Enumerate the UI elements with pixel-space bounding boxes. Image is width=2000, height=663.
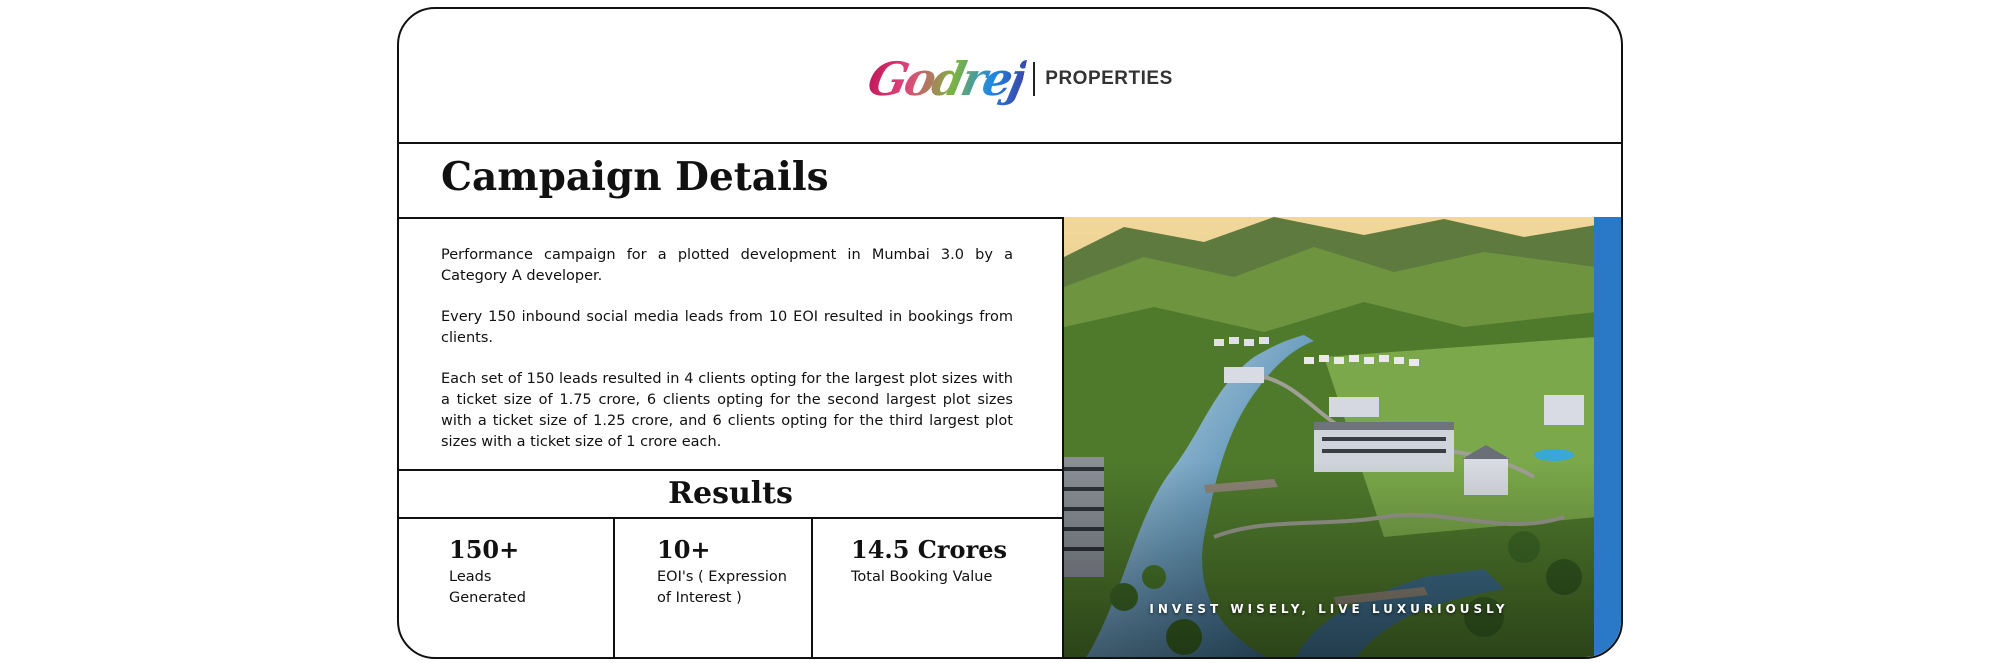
stat-value: 14.5 Crores — [851, 535, 1007, 564]
description-paragraph: Each set of 150 leads resulted in 4 clients opting for the largest plot sizes with a ticket size of 1.75 crore, 6 clients opting for the second largest plot sizes with a ticket size of 1.25 crore, and 6 clients opting for the third largest plot sizes with a ticket size of 1 crore each. — [441, 371, 1013, 450]
accent-bar — [1594, 217, 1623, 659]
stat-eoi — [615, 519, 813, 659]
description-paragraph: Every 150 inbound social media leads from 10 EOI resulted in bookings from clients. — [441, 309, 1013, 346]
godrej-properties-logo — [863, 49, 1173, 109]
stat-leads — [399, 519, 615, 659]
results-header — [399, 469, 1062, 519]
title-bar — [399, 142, 1621, 219]
header — [399, 9, 1621, 144]
stat-label: Total Booking Value — [851, 569, 993, 585]
stat-value: 10+ — [657, 535, 711, 564]
stat-value: 150+ — [449, 535, 520, 564]
campaign-description — [441, 245, 1013, 473]
results-stats — [399, 519, 1062, 659]
stat-label: Leads Generated — [449, 569, 526, 606]
landscape-illustration — [1064, 217, 1594, 659]
logo-separator — [1033, 62, 1035, 96]
results-title: Results — [668, 476, 793, 511]
logo-script: Godrej — [863, 52, 1030, 106]
left-panel — [399, 217, 1062, 659]
hero-image — [1062, 217, 1594, 659]
logo-text: PROPERTIES — [1045, 68, 1173, 89]
stat-label: EOI's ( Expression of Interest ) — [657, 569, 787, 606]
page-title: Campaign Details — [441, 154, 829, 200]
campaign-card — [397, 7, 1623, 659]
stat-booking-value — [813, 519, 1062, 659]
hero-tagline: INVEST WISELY, LIVE LUXURIOUSLY — [1149, 602, 1509, 616]
description-paragraph: Performance campaign for a plotted development in Mumbai 3.0 by a Category A developer. — [441, 247, 1013, 284]
